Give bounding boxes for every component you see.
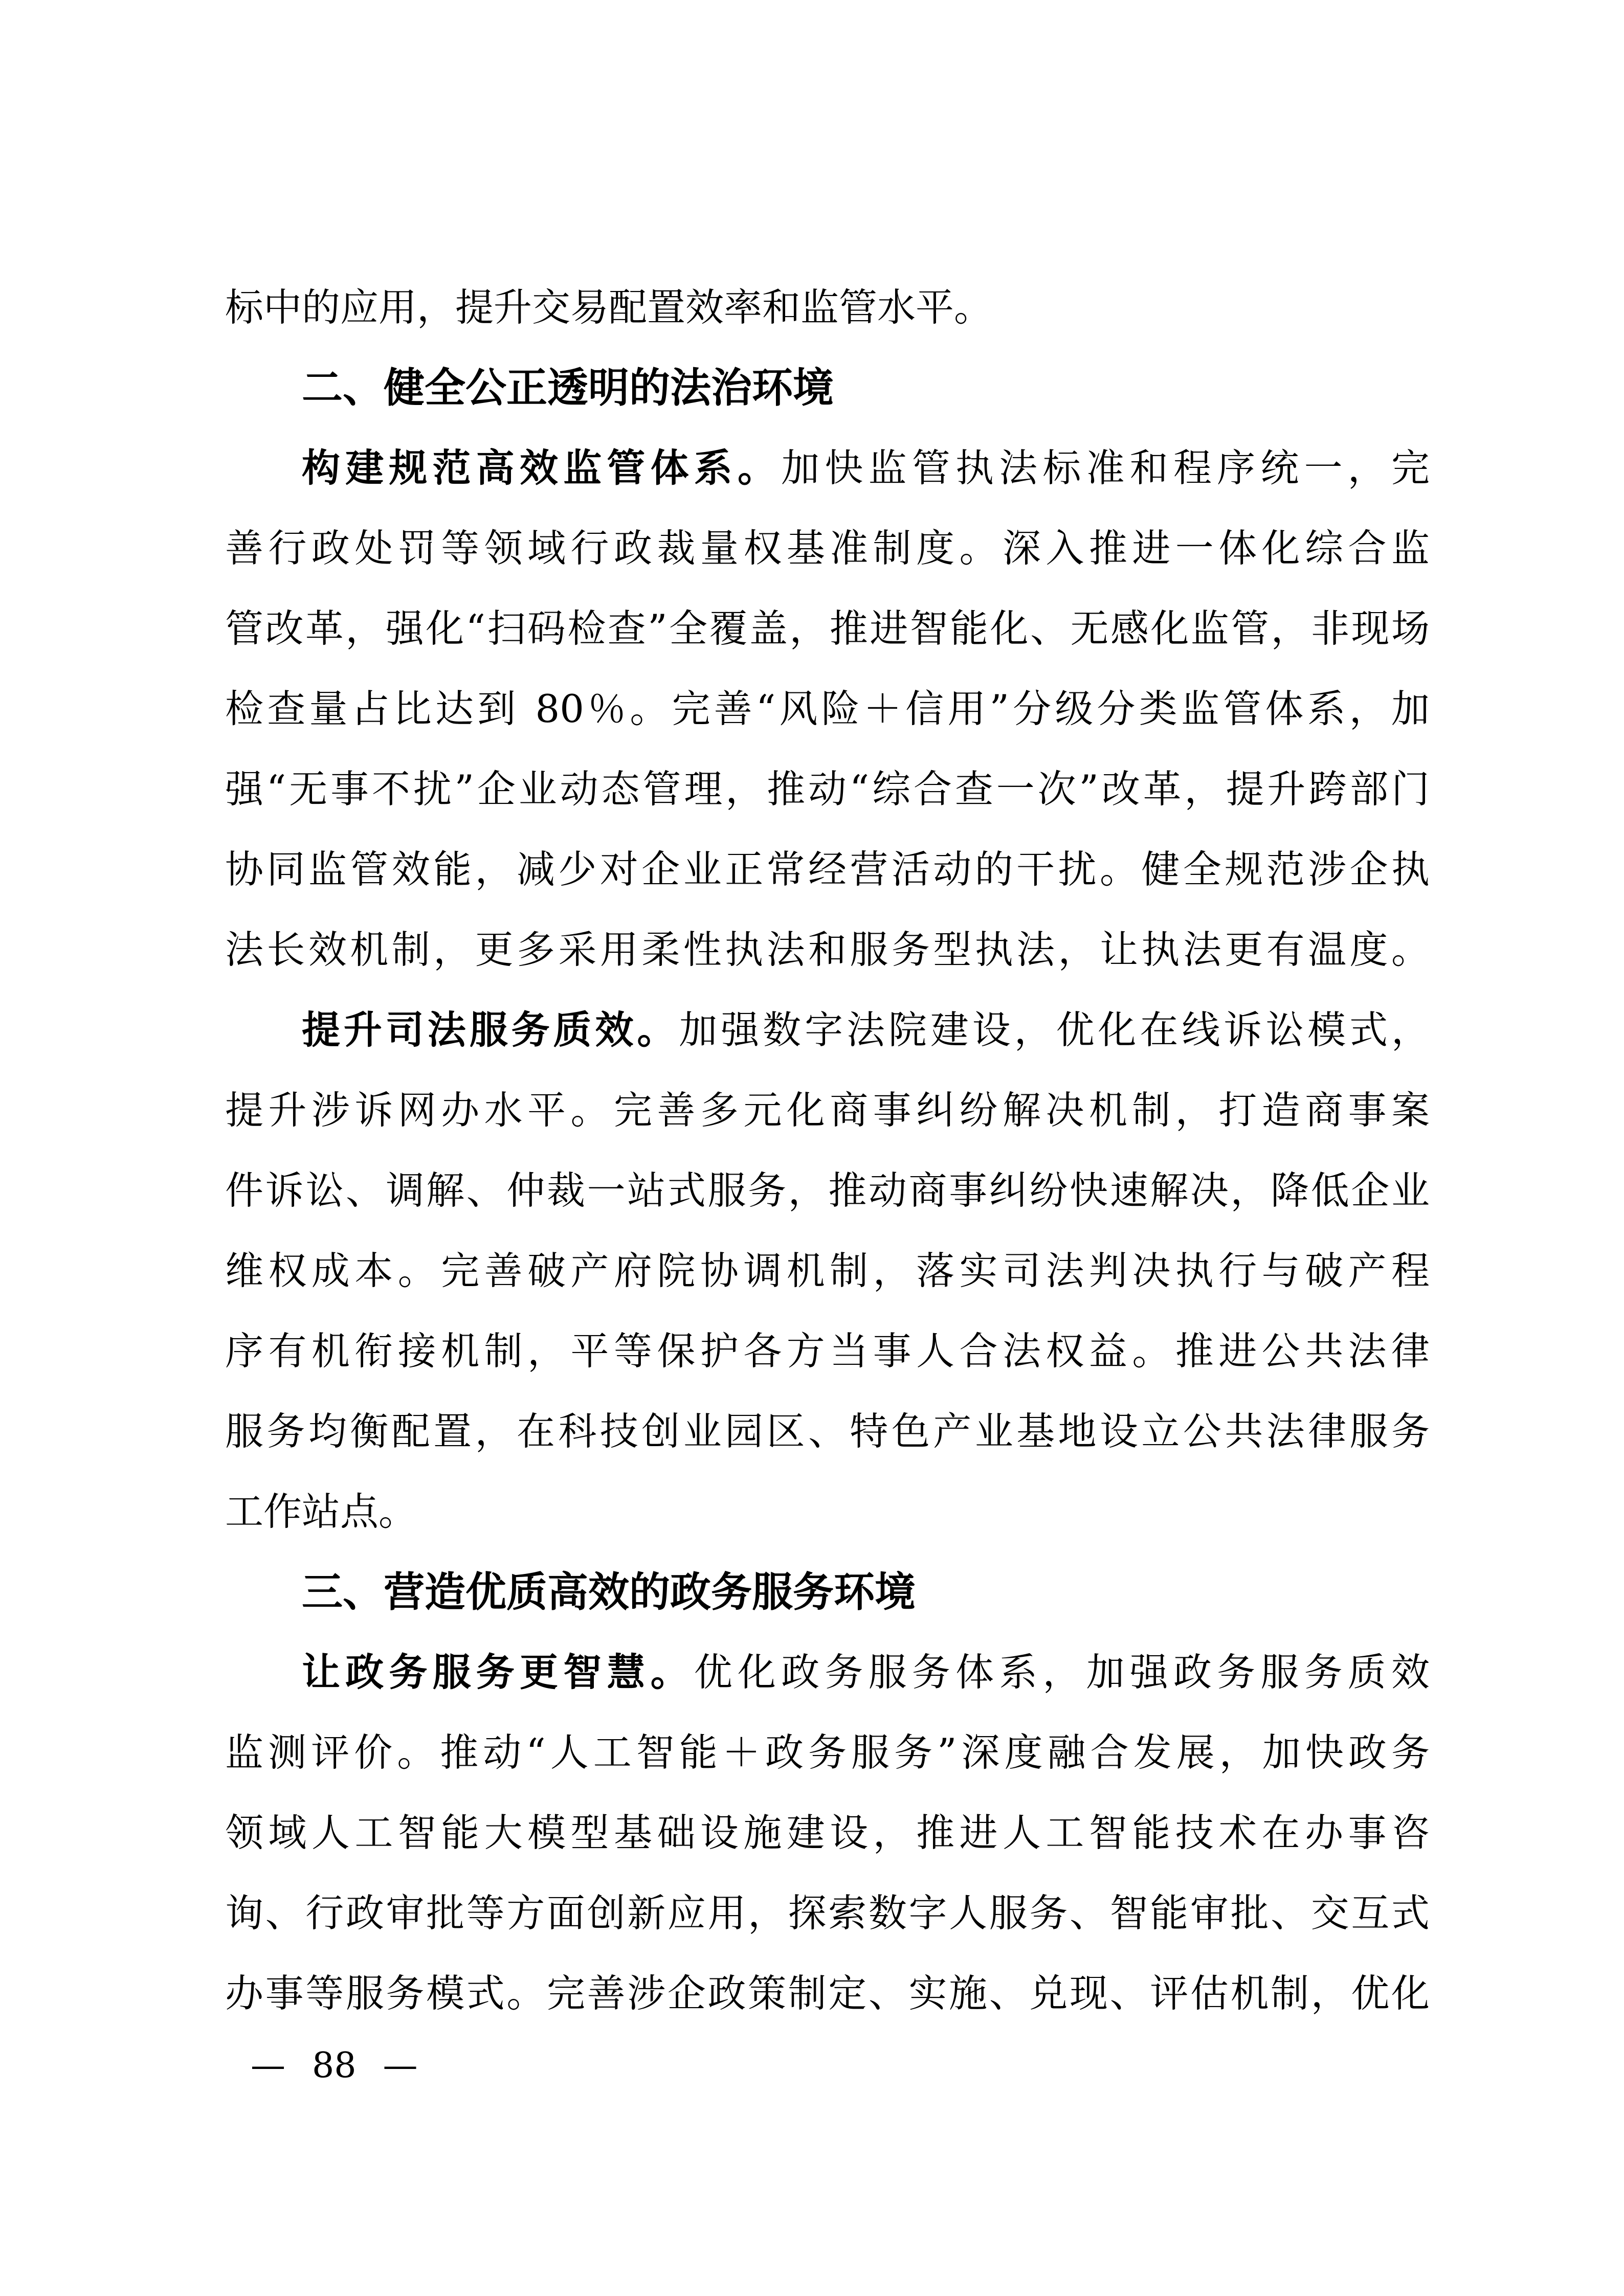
line-text: 询、行政审批等方面创新应用，探索数字人服务、智能审批、交互式 xyxy=(225,1890,1430,1935)
body-line xyxy=(225,749,1430,829)
body-line xyxy=(225,1953,1430,2034)
body-line xyxy=(225,1151,1430,1231)
line-text: 序有机衔接机制，平等保护各方当事人合法权益。推进公共法律 xyxy=(225,1329,1430,1374)
line-text: 加强数字法院建设，优化在线诉讼模式， xyxy=(679,1007,1430,1052)
section-heading-2 xyxy=(225,348,1430,428)
body-line xyxy=(225,589,1430,669)
body-line-paragraph-end xyxy=(225,1472,1430,1552)
paragraph-lead: 让政务服务更智慧。 xyxy=(302,1650,694,1695)
line-text: 协同监管效能，减少对企业正常经营活动的干扰。健全规范涉企执 xyxy=(225,847,1430,892)
line-text: 服务均衡配置，在科技创业园区、特色产业基地设立公共法律服务 xyxy=(225,1409,1430,1454)
line-text: 加快监管执法标准和程序统一，完 xyxy=(781,445,1430,490)
body-line xyxy=(225,1793,1430,1873)
body-line xyxy=(225,1632,1430,1713)
body-line xyxy=(225,990,1430,1070)
heading-text: 二、健全公正透明的法治环境 xyxy=(302,364,834,412)
line-text: 监测评价。推动“人工智能＋政务服务”深度融合发展，加快政务 xyxy=(225,1730,1430,1775)
line-text: 管改革，强化“扫码检查”全覆盖，推进智能化、无感化监管，非现场 xyxy=(225,606,1430,651)
body-line xyxy=(225,1311,1430,1391)
line-text: 善行政处罚等领域行政裁量权基准制度。深入推进一体化综合监 xyxy=(225,526,1430,571)
body-line xyxy=(225,910,1430,990)
line-text: 提升涉诉网办水平。完善多元化商事纠纷解决机制，打造商事案 xyxy=(225,1088,1430,1133)
body-line xyxy=(225,829,1430,910)
heading-text: 三、营造优质高效的政务服务环境 xyxy=(302,1568,916,1616)
line-text: 法长效机制，更多采用柔性执法和服务型执法，让执法更有温度。 xyxy=(225,927,1430,972)
body-line xyxy=(225,508,1430,589)
footer-dash-left: — xyxy=(251,2045,285,2086)
line-text: 强“无事不扰”企业动态管理，推动“综合查一次”改革，提升跨部门 xyxy=(225,767,1430,812)
paragraph-lead: 提升司法服务质效。 xyxy=(302,1007,679,1052)
line-text: 办事等服务模式。完善涉企政策制定、实施、兑现、评估机制，优化 xyxy=(225,1971,1430,2016)
line-text: 检查量占比达到 80％。完善“风险＋信用”分级分类监管体系，加 xyxy=(225,686,1430,731)
line-text: 件诉讼、调解、仲裁一站式服务，推动商事纠纷快速解决，降低企业 xyxy=(225,1168,1430,1213)
line-text: 维权成本。完善破产府院协调机制，落实司法判决执行与破产程 xyxy=(225,1248,1430,1293)
body-line xyxy=(225,1873,1430,1953)
line-text: 领域人工智能大模型基础设施建设，推进人工智能技术在办事咨 xyxy=(225,1810,1430,1855)
section-heading-3 xyxy=(225,1552,1430,1632)
page-body-text xyxy=(225,267,1430,2034)
body-line xyxy=(225,1391,1430,1472)
line-text: 工作站点。 xyxy=(225,1489,417,1534)
body-line xyxy=(225,1231,1430,1311)
body-line xyxy=(225,428,1430,508)
footer-page-number: 88 xyxy=(312,2045,357,2086)
body-line-continuation xyxy=(225,267,1430,348)
body-line xyxy=(225,669,1430,749)
line-text: 标中的应用，提升交易配置效率和监管水平。 xyxy=(225,285,993,330)
body-line xyxy=(225,1713,1430,1793)
line-text: 优化政务服务体系，加强政务服务质效 xyxy=(694,1650,1430,1695)
footer-dash-right: — xyxy=(383,2045,418,2086)
paragraph-lead: 构建规范高效监管体系。 xyxy=(302,445,782,490)
body-line xyxy=(225,1070,1430,1151)
page-footer xyxy=(251,2038,418,2094)
